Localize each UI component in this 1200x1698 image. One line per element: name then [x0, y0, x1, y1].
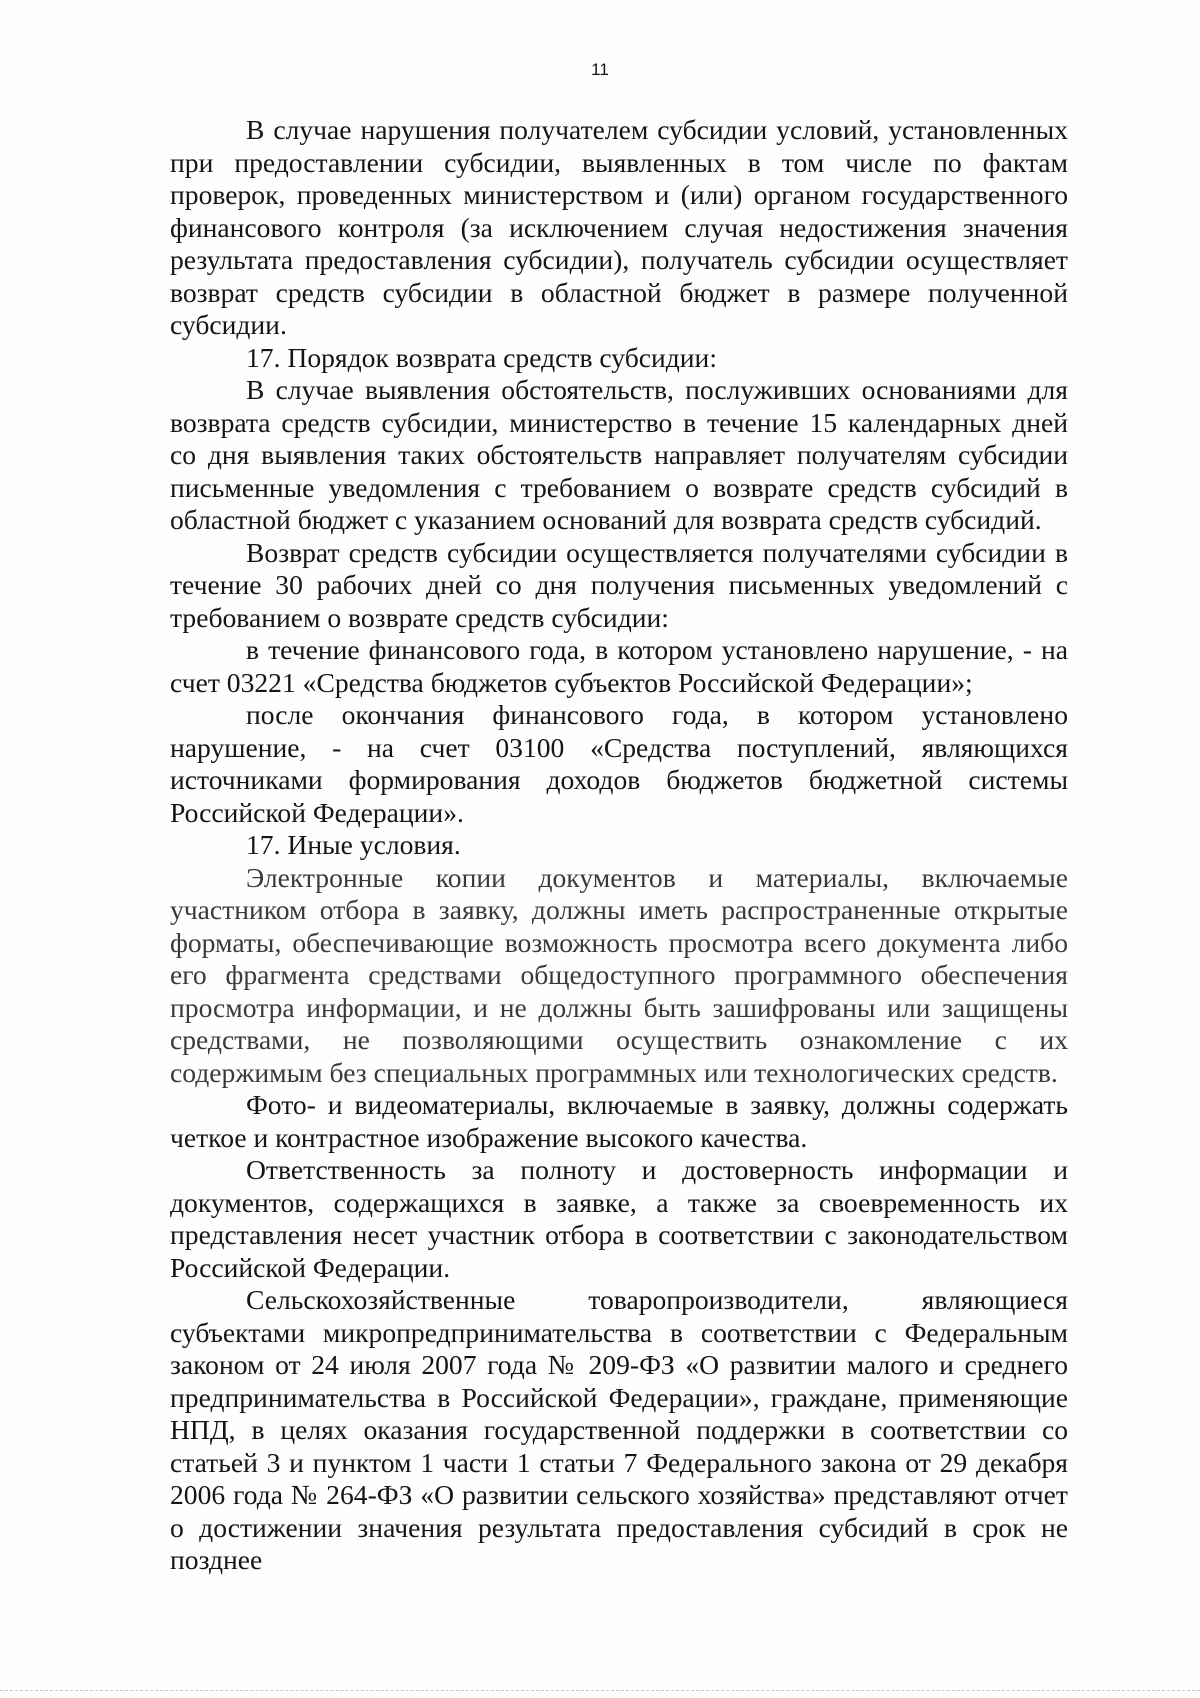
- document-body: [170, 114, 1068, 1577]
- paragraph-violation-return: В случае нарушения получателем субсидии условий, установленных при предоставлении субсидии, выявленных в том числе по фактам проверок, проведенных министерством и (или) органом государственного финансового контроля (за исключением случая недостижения значения результата предоставления субсидии), получатель субсидии осуществляет возврат средств субсидии в областной бюджет в размере полученной субсидии.: [170, 114, 1068, 340]
- paragraph-account-03100: после окончания финансового года, в котором установлено нарушение, - на счет 03100 «Средства поступлений, являющихся источниками формирования доходов бюджетов бюджетной системы Российской Федерации».: [170, 699, 1068, 828]
- paragraph-account-03221: в течение финансового года, в котором установлено нарушение, - на счет 03221 «Средства бюджетов субъектов Российской Федерации»;: [170, 634, 1068, 698]
- paragraph-photo-video: Фото- и видеоматериалы, включаемые в заявку, должны содержать четкое и контрастное изображение высокого качества.: [170, 1089, 1068, 1153]
- scan-edge-line: [0, 1690, 1200, 1691]
- paragraph-responsibility: Ответственность за полноту и достоверность информации и документов, содержащихся в заявке, а также за своевременность их представления несет участник отбора в соответствии с законодательством Российской Федерации.: [170, 1154, 1068, 1283]
- section-heading-return-procedure: 17. Порядок возврата средств субсидии:: [246, 341, 717, 373]
- paragraph-notification: В случае выявления обстоятельств, послуживших основаниями для возврата средств субсидии, министерство в течение 15 календарных дней со дня выявления таких обстоятельств направляет получателям субсидии письменные уведомления с требованием о возврате средств субсидий в областной бюджет с указанием оснований для возврата средств субсидий.: [170, 374, 1068, 535]
- paragraph-return-deadline: Возврат средств субсидии осуществляется получателями субсидии в течение 30 рабочих дней со дня получения письменных уведомлений с требованием о возврате средств субсидии:: [170, 536, 1068, 633]
- paragraph-agricultural-producers: Сельскохозяйственные товаропроизводители, являющиеся субъектами микропредпринимательства в соответствии с Федеральным законом от 24 июля 2007 года № 209-ФЗ «О развитии малого и среднего предпринимательства в Российской Федерации», граждане, применяющие НПД, в целях оказания государственной поддержки в соответствии со статьей 3 и пунктом 1 части 1 статьи 7 Федерального закона от 29 декабря 2006 года № 264-ФЗ «О развитии сельского хозяйства» представляют отчет о достижении значения результата предоставления субсидий в срок не позднее: [170, 1284, 1068, 1575]
- page-number: 11: [591, 60, 609, 79]
- paragraph-electronic-copies: Электронные копии документов и материалы, включаемые участником отбора в заявку, должны иметь распространенные открытые форматы, обеспечивающие возможность просмотра всего документа либо его фрагмента средствами общедоступного программного обеспечения просмотра информации, и не должны быть зашифрованы или защищены средствами, не позволяющими осуществить ознакомление с их содержимым без специальных программных или технологических средств.: [170, 861, 1068, 1088]
- section-heading-other-conditions: 17. Иные условия.: [246, 829, 461, 860]
